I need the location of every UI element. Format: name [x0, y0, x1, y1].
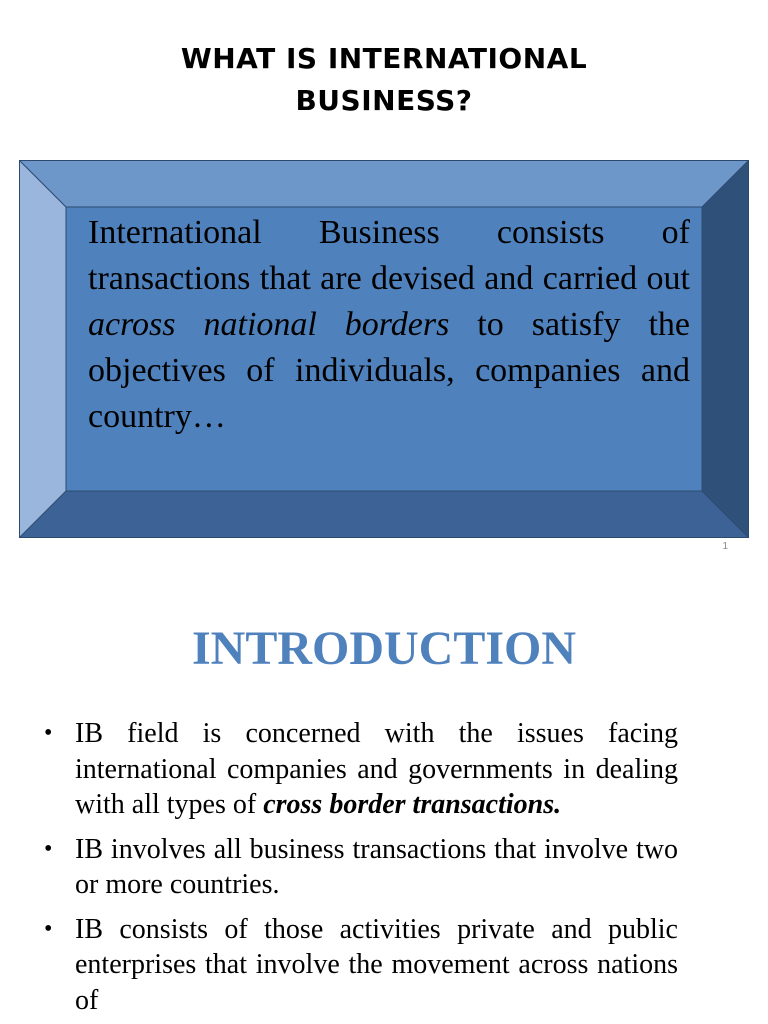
bullet-list [44, 716, 678, 1024]
bullet-dot-icon: • [44, 835, 53, 862]
bullet-text-1: IB field is concerned with the issues facing international companies and governments in dealing with all types of [75, 718, 678, 820]
bullet-item-1 [44, 716, 678, 823]
introduction-title: INTRODUCTION [191, 622, 577, 675]
bevel-bottom [19, 491, 749, 538]
bullet-dot-icon: • [44, 915, 53, 942]
bullet-text-2: IB involves all business transactions that involve two or more countries. [75, 833, 678, 900]
bevel-top [19, 160, 749, 207]
definition-text [88, 210, 690, 440]
definition-part1: International Business consists of transactions that are devised and carried out [88, 214, 690, 297]
page-number: 1 [722, 541, 728, 552]
definition-ellipsis: … [191, 398, 226, 435]
slide-title-line2: BUSINESS? [295, 84, 473, 117]
bevel-right [702, 160, 749, 538]
bullet-item-3 [44, 912, 678, 1019]
slide-title-line1: WHAT IS INTERNATIONAL [180, 42, 588, 75]
bevel-left [19, 160, 66, 538]
bullet-text-3: IB consists of those activities private and public enterprises that involve the movement across nations of [75, 913, 678, 1016]
bullet-dot-icon: • [44, 720, 53, 746]
slide-title [0, 38, 768, 122]
bullet-item-2 [44, 832, 678, 903]
definition-italic: across national borders [88, 306, 450, 343]
bullet-emphasis-1: cross border transactions. [263, 789, 562, 820]
definition-part2: to satisfy the objectives of individuals, companies and country [88, 306, 690, 435]
